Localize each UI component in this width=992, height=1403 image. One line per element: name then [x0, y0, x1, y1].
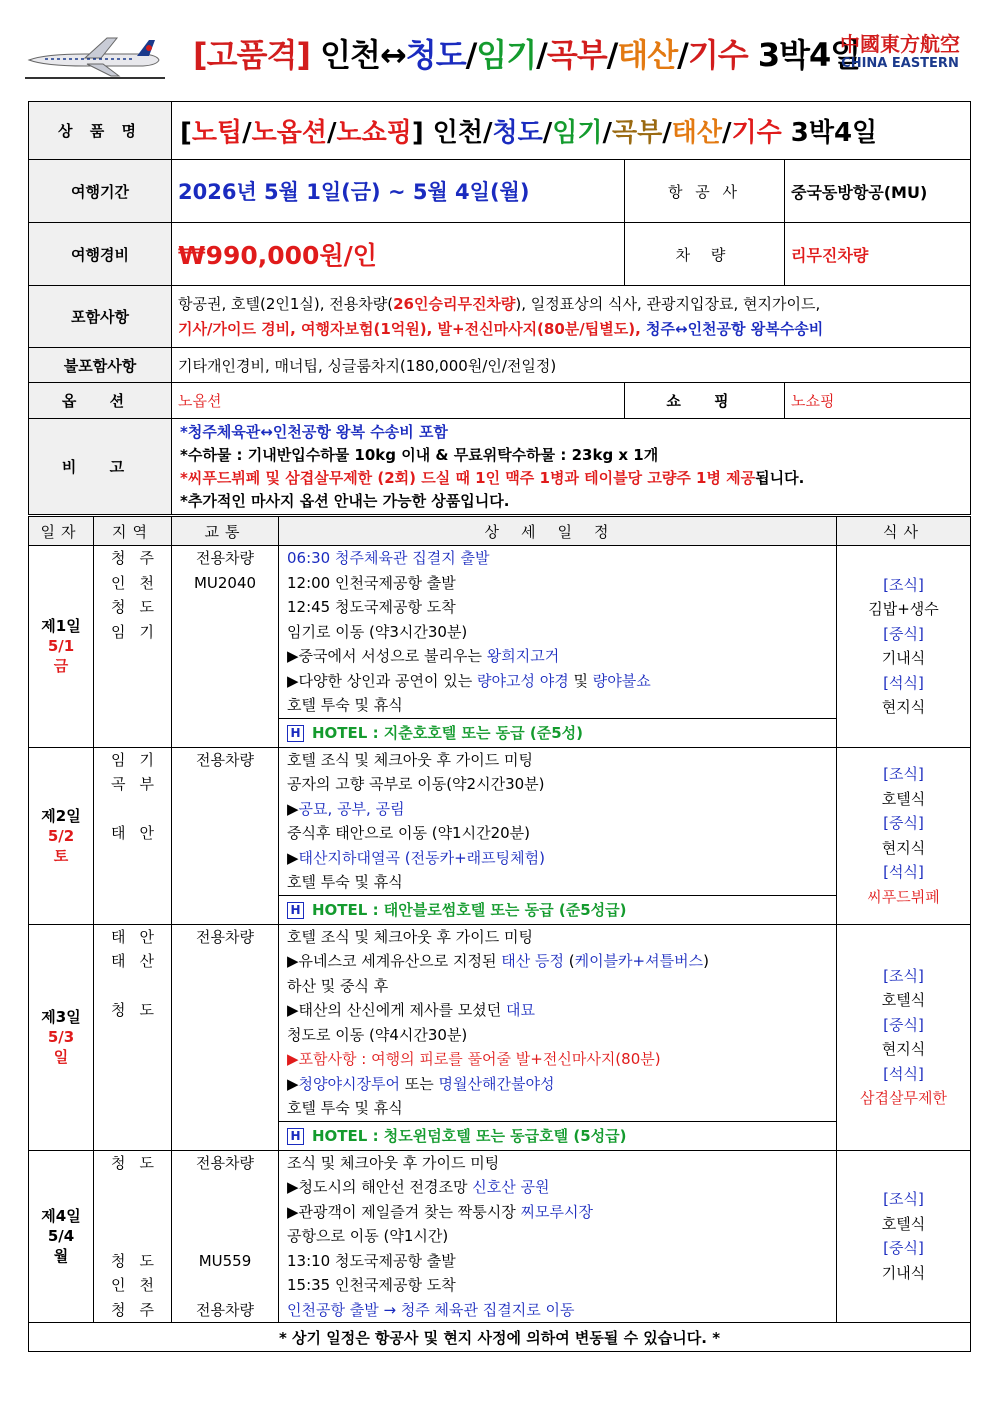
detail-segment: ▶ [287, 799, 299, 818]
transport-cell [172, 924, 279, 1150]
detail-line [287, 1072, 836, 1097]
detail-segment: 하산 및 중식 후 [287, 976, 389, 995]
product-name [172, 102, 971, 160]
detail-segment: 호텔 투숙 및 휴식 [287, 1099, 403, 1117]
cost-row [29, 223, 971, 286]
region-item: 청도 [111, 1001, 168, 1019]
day-cell [29, 747, 94, 924]
meal-item: 김밥+생수 [868, 600, 939, 619]
transport-item [172, 895, 278, 920]
meal-item: [중식] [883, 814, 924, 832]
include-segment: 26인승리무진차량 [393, 294, 516, 313]
region-cell [94, 924, 172, 1150]
day-date: 5/2 [47, 826, 75, 845]
exclude-value: 기타개인경비, 매너팁, 싱글룸차지(180,000원/인/전일정) [172, 348, 971, 383]
day-row [29, 924, 971, 1150]
detail-line [287, 925, 836, 950]
region-item [94, 1224, 171, 1249]
footer-row [29, 1323, 971, 1352]
detail-segment: 대묘 [505, 1001, 535, 1019]
meal-item: [석식] [883, 863, 924, 881]
region-item [94, 644, 171, 669]
day-cell [29, 1150, 94, 1323]
product-segment: 노팁 [191, 118, 243, 148]
transport-item [172, 846, 278, 871]
detail-line [287, 797, 836, 822]
region-item: 곡부 [111, 775, 168, 793]
transport-item [172, 870, 278, 895]
meal-item: 기내식 [881, 1263, 926, 1282]
detail-line [287, 1200, 836, 1225]
title-segment: [고품격] [193, 36, 321, 74]
period-value: 2026년 5월 1일(금) ~ 5월 4일(월) [172, 160, 625, 223]
remark-line [180, 490, 964, 513]
detail-segment: 왕희지고거 [486, 647, 560, 665]
transport-item [172, 718, 278, 743]
detail-line [287, 1096, 836, 1121]
detail-segment: ▶중국에서 서성으로 불리우는 [287, 647, 487, 665]
detail-cell [279, 747, 837, 924]
detail-segment: 량야고성 야경 [477, 671, 569, 690]
detail-line [287, 693, 836, 718]
transport-item [172, 797, 278, 822]
detail-segment: 태산 등정 [501, 952, 564, 970]
transport-item [172, 669, 278, 694]
hotel-icon: H [287, 725, 304, 742]
remark-segment: 됩니다. [755, 468, 805, 487]
detail-segment: 임기로 이동 (약3시간30분) [287, 622, 468, 641]
include-segment: 기사/가이드 경비, 여행자보험(1억원), 발+전신마사지(80분/팁별도), [178, 319, 647, 338]
detail-segment: 및 [568, 671, 593, 690]
hotel-icon: H [287, 1128, 304, 1145]
remarks-value [172, 419, 971, 515]
region-item: 임기 [111, 750, 168, 769]
detail-segment: 태산지하대열곡 (전동카+래프팅체험) [298, 848, 545, 867]
meal-cell [837, 747, 971, 924]
remarks-row [29, 419, 971, 515]
detail-line [287, 546, 836, 571]
logo-cn-text: 中國東方航空 [840, 32, 960, 56]
region-item: 임기 [111, 622, 168, 641]
vehicle-label: 차 량 [625, 223, 785, 286]
region-cell [94, 546, 172, 748]
region-item [94, 1023, 171, 1048]
transport-item: 전용차량 [196, 927, 254, 946]
day-label: 제3일 [41, 1008, 81, 1026]
airline-logo [840, 32, 960, 72]
include-segment: ), 일정표상의 식사, 관광지입장료, 현지가이드, [515, 294, 821, 313]
product-segment: / [721, 118, 732, 148]
product-segment: 3박4일 [781, 118, 878, 148]
meal-item: 삼겹살무제한 [860, 1089, 947, 1107]
day-weekday: 일 [53, 1048, 69, 1066]
meal-cell [837, 924, 971, 1150]
title-segment: 곡부 [546, 36, 607, 74]
day-label: 제4일 [41, 1207, 81, 1226]
detail-line [287, 1151, 836, 1176]
meal-item: 기내식 [881, 649, 926, 668]
title-segment: / [465, 36, 477, 74]
transport-item [172, 644, 278, 669]
remark-segment: *청주체육관↔인천공항 왕복 수송비 포함 [180, 422, 448, 441]
meal-item: [조식] [883, 765, 924, 783]
region-item: 청도 [111, 598, 168, 616]
region-item [94, 797, 171, 822]
detail-segment: 신호산 공원 [472, 1178, 550, 1196]
transport-item [172, 772, 278, 797]
detail-segment: ▶ [287, 1074, 299, 1093]
transport-item [172, 1023, 278, 1048]
day-date: 5/4 [47, 1227, 75, 1246]
detail-cell [279, 1150, 837, 1323]
detail-segment: ▶태산의 산신에게 제사를 모셨던 [287, 1001, 506, 1019]
remark-segment: *추가적인 마사지 옵션 안내는 가능한 상품입니다. [180, 491, 510, 510]
meal-item: 현지식 [881, 1040, 926, 1058]
day-weekday: 금 [53, 657, 69, 676]
detail-segment: 명월산해간불야성 [438, 1074, 555, 1093]
airline-label: 항 공 사 [625, 160, 785, 223]
region-item [94, 846, 171, 871]
detail-line [287, 974, 836, 999]
detail-line [287, 1273, 836, 1298]
transport-item [172, 1096, 278, 1121]
schedule-header-row [29, 517, 971, 546]
remark-segment: *씨푸드뷔페 및 삼겹살무제한 (2회) 드실 때 1인 맥주 1병과 테이블당 고량주 1병 제공 [180, 468, 756, 487]
shopping-label: 쇼 핑 [625, 383, 785, 419]
transport-item: MU2040 [193, 573, 257, 592]
day-date: 5/1 [47, 637, 75, 656]
footer-note: * 상기 일정은 항공사 및 현지 사정에 의하여 변동될 수 있습니다. * [29, 1323, 971, 1352]
region-item [94, 870, 171, 895]
header-date: 일자 [29, 517, 94, 546]
include-value [172, 286, 971, 348]
logo-en-text: CHINA EASTERN [841, 56, 959, 71]
region-item [94, 693, 171, 718]
detail-segment: 청양야시장투어 [298, 1074, 400, 1093]
title-segment: 3박4일 [747, 36, 861, 74]
day-label: 제1일 [41, 617, 81, 636]
transport-cell [172, 747, 279, 924]
title-segment: / [677, 36, 688, 74]
detail-segment: ▶다양한 상인과 공연이 있는 [287, 671, 477, 690]
detail-segment: 공항으로 이동 (약1시간) [287, 1227, 449, 1245]
detail-segment: 량야불쇼 [592, 671, 651, 690]
detail-segment: 12:00 인천국제공항 출발 [287, 573, 456, 592]
include-row [29, 286, 971, 348]
detail-segment: 호텔 투숙 및 휴식 [287, 873, 403, 891]
detail-segment: 호텔 조식 및 체크아웃 후 가이드 미팅 [287, 750, 533, 769]
day-cell [29, 924, 94, 1150]
transport-item [172, 1224, 278, 1249]
detail-segment: ) [703, 952, 709, 970]
detail-line [287, 748, 836, 773]
meal-item: 호텔식 [881, 789, 926, 808]
detail-line [287, 870, 836, 895]
cost-label: 여행경비 [29, 223, 172, 286]
hotel-name: HOTEL : 지춘호호텔 또는 동급 (준5성) [312, 723, 583, 742]
detail-line [287, 998, 836, 1023]
schedule-table [28, 516, 971, 1352]
header-transport: 교통 [172, 517, 279, 546]
region-item [94, 1175, 171, 1200]
meal-item: 현지식 [881, 698, 926, 717]
region-item: 인천 [111, 1276, 168, 1294]
region-item [94, 669, 171, 694]
meal-cell [837, 1150, 971, 1323]
detail-segment: 12:45 청도국제공항 도착 [287, 598, 456, 616]
region-item: 태안 [111, 927, 168, 946]
detail-segment: 청도로 이동 (약4시간30분) [287, 1025, 468, 1044]
product-label: 상 품 명 [29, 102, 172, 160]
title-segment: 임기 [476, 36, 537, 74]
transport-item [172, 821, 278, 846]
header-region: 지역 [94, 517, 172, 546]
product-segment: / [326, 118, 337, 148]
detail-segment: 13:10 청도국제공항 출발 [287, 1251, 456, 1270]
detail-segment: 또는 [399, 1074, 439, 1093]
remark-line [180, 444, 964, 467]
airline-value: 중국동방항공(MU) [785, 160, 971, 223]
remarks-label: 비 고 [29, 419, 172, 515]
detail-segment: 공자의 고향 곡부로 이동(약2시간30분) [287, 775, 545, 793]
detail-segment: 중식후 태안으로 이동 (약1시간20분) [287, 824, 531, 842]
include-line-1 [178, 292, 964, 317]
transport-item [172, 1175, 278, 1200]
detail-line [287, 620, 836, 645]
detail-segment: 호텔 투숙 및 휴식 [287, 696, 403, 714]
transport-item [172, 1273, 278, 1298]
region-item [94, 1047, 171, 1072]
transport-item [172, 1072, 278, 1097]
meal-item: 현지식 [881, 838, 926, 857]
option-label: 옵 션 [29, 383, 172, 419]
hotel-name: HOTEL : 청도윈덤호텔 또는 동급호텔 (5성급) [312, 1126, 627, 1145]
detail-line [287, 1249, 836, 1274]
detail-line [287, 821, 836, 846]
product-segment: 기수 [731, 118, 782, 148]
exclude-label: 불포함사항 [29, 348, 172, 383]
day-weekday: 토 [53, 846, 69, 865]
region-item: 청도 [111, 1251, 168, 1270]
region-item [94, 974, 171, 999]
detail-line [287, 644, 836, 669]
product-segment: 노옵션 [251, 118, 327, 148]
title-segment: 기수 [687, 36, 748, 74]
region-item: 청주 [111, 1300, 168, 1319]
option-row [29, 383, 971, 419]
option-value: 노옵션 [172, 383, 625, 419]
region-item [94, 718, 171, 743]
day-row [29, 1150, 971, 1323]
airplane-icon [25, 30, 165, 80]
header-meal: 식사 [837, 517, 971, 546]
transport-item [172, 1200, 278, 1225]
transport-item [172, 998, 278, 1023]
detail-line [287, 1047, 836, 1072]
day-date: 5/3 [47, 1028, 75, 1046]
region-item: 태안 [111, 824, 168, 842]
product-segment: 태산 [671, 118, 722, 148]
detail-line [287, 949, 836, 974]
detail-segment: 조식 및 체크아웃 후 가이드 미팅 [287, 1153, 500, 1172]
product-segment: [ [180, 118, 192, 148]
detail-line [287, 772, 836, 797]
title-segment: / [606, 36, 618, 74]
exclude-row [29, 348, 971, 383]
hotel-line [279, 1121, 836, 1150]
detail-line [287, 846, 836, 871]
include-line-2 [178, 317, 964, 342]
detail-line [287, 571, 836, 596]
region-item: 청주 [111, 549, 168, 567]
include-segment: 항공권, 호텔(2인1실), 전용차량( [178, 294, 394, 313]
hotel-name: HOTEL : 태안블로썸호텔 또는 동급 (준5성급) [312, 900, 627, 919]
region-item: 청도 [111, 1153, 168, 1172]
detail-segment: 06:30 청주체육관 집결지 출발 [287, 549, 490, 567]
detail-segment: ▶청도시의 해안선 전경조망 [287, 1178, 473, 1196]
detail-segment: 15:35 인천국제공항 도착 [287, 1276, 456, 1294]
detail-segment: 케이블카+셔틀버스 [574, 952, 704, 970]
product-segment: / [662, 118, 672, 148]
region-item [94, 1121, 171, 1146]
shopping-value: 노쇼핑 [785, 383, 971, 419]
hotel-icon: H [287, 902, 304, 919]
product-segment: / [602, 118, 612, 148]
product-segment: 임기 [552, 118, 603, 148]
detail-cell [279, 546, 837, 748]
detail-line [287, 1224, 836, 1249]
meal-item: [중식] [883, 1015, 924, 1034]
transport-item [172, 693, 278, 718]
header-detail: 상세일정 [279, 517, 837, 546]
transport-item: MU559 [198, 1251, 252, 1270]
period-row [29, 160, 971, 223]
transport-item: 전용차량 [196, 1153, 254, 1172]
day-row [29, 546, 971, 748]
detail-segment: 호텔 조식 및 체크아웃 후 가이드 미팅 [287, 927, 533, 946]
region-item: 태산 [111, 952, 168, 970]
region-item [94, 1072, 171, 1097]
region-item: 인천 [111, 573, 168, 592]
day-cell [29, 546, 94, 748]
day-label: 제2일 [41, 806, 81, 825]
product-info-table [28, 101, 971, 515]
product-segment: 청도 [492, 118, 543, 148]
transport-item [172, 949, 278, 974]
transport-item: 전용차량 [196, 750, 254, 769]
detail-line [287, 1175, 836, 1200]
meal-item: [석식] [883, 1064, 924, 1083]
meal-cell [837, 546, 971, 748]
product-row [29, 102, 971, 160]
meal-item: [조식] [883, 1190, 924, 1209]
meal-item: 호텔식 [881, 1214, 926, 1233]
title-segment: / [536, 36, 547, 74]
region-cell [94, 1150, 172, 1323]
detail-segment: ▶유네스코 세계유산으로 지정된 [287, 952, 502, 970]
detail-segment: 인천공항 출발 → 청주 체육관 집결지로 이동 [287, 1300, 575, 1319]
title-segment: 청도 [405, 36, 466, 74]
day-row [29, 747, 971, 924]
transport-item [172, 1121, 278, 1146]
detail-line [287, 595, 836, 620]
region-item [94, 895, 171, 920]
region-item [94, 1200, 171, 1225]
period-label: 여행기간 [29, 160, 172, 223]
remark-line [180, 467, 964, 490]
transport-item [172, 595, 278, 620]
vehicle-value: 리무진차량 [785, 223, 971, 286]
cost-value: ₩990,000원/인 [172, 223, 625, 286]
transport-cell [172, 1150, 279, 1323]
detail-line [287, 1023, 836, 1048]
meal-item: [조식] [883, 575, 924, 594]
detail-cell [279, 924, 837, 1150]
detail-line [287, 669, 836, 694]
meal-item: [조식] [883, 966, 924, 985]
meal-item: 씨푸드뷔페 [867, 887, 940, 906]
product-segment: ] 인천/ [411, 118, 493, 148]
product-segment: / [542, 118, 553, 148]
product-segment: / [242, 118, 252, 148]
detail-segment: ▶ [287, 848, 299, 867]
include-label: 포함사항 [29, 286, 172, 348]
hotel-line [279, 895, 836, 924]
hotel-line [279, 718, 836, 747]
detail-segment: 공묘, 공부, 공림 [298, 799, 405, 818]
detail-segment: ▶관광객이 제일즐겨 찾는 짝퉁시장 [287, 1202, 521, 1221]
region-cell [94, 747, 172, 924]
region-item [94, 1096, 171, 1121]
product-segment: 곡부 [611, 118, 663, 148]
transport-cell [172, 546, 279, 748]
transport-item: 전용차량 [196, 549, 254, 567]
meal-item: [석식] [883, 673, 924, 692]
transport-item: 전용차량 [196, 1300, 254, 1319]
title-segment: 태산 [617, 36, 678, 74]
title-segment: ↔ [379, 36, 406, 74]
include-segment: 청주↔인천공항 왕복수송비 [646, 319, 824, 338]
product-segment: 노쇼핑 [336, 118, 412, 148]
meal-item: [중식] [883, 1239, 924, 1258]
meal-item: 호텔식 [881, 991, 926, 1009]
page-header [25, 22, 970, 80]
meal-item: [중식] [883, 624, 924, 643]
transport-item [172, 620, 278, 645]
title-segment: 인천 [320, 36, 380, 74]
transport-item [172, 1047, 278, 1072]
remark-segment: *수하물 : 기내반입수하물 10kg 이내 & 무료위탁수하물 : 23kg x 1개 [180, 445, 659, 464]
page-title [193, 30, 860, 76]
detail-segment: ▶포함사항 : 여행의 피로를 풀어줄 발+전신마사지(80분) [287, 1050, 661, 1068]
detail-line [287, 1298, 836, 1323]
remark-line [180, 421, 964, 444]
day-weekday: 월 [53, 1247, 69, 1266]
detail-segment: 찌모루시장 [520, 1202, 593, 1221]
transport-item [172, 974, 278, 999]
detail-segment: ( [563, 952, 575, 970]
